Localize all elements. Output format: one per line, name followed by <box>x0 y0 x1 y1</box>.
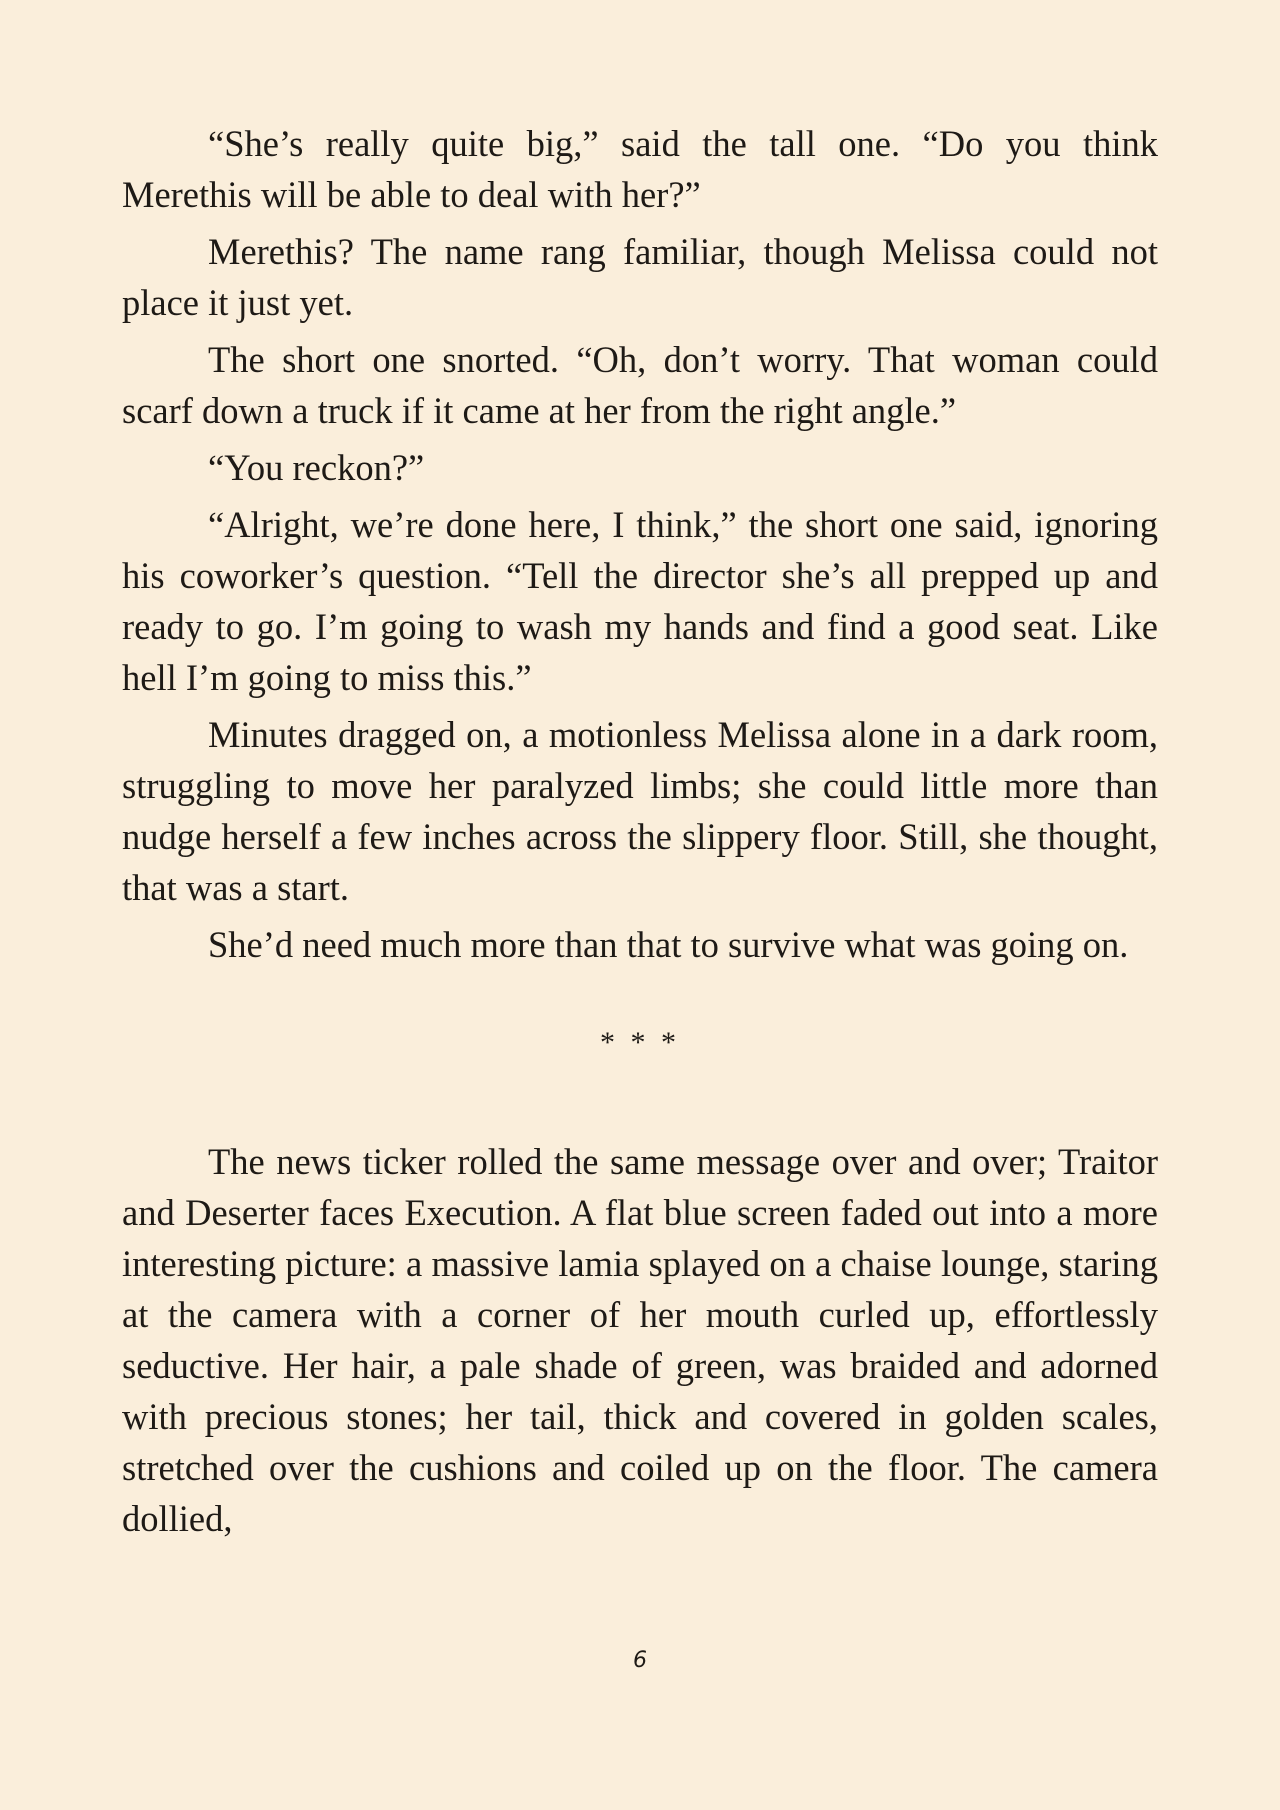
paragraph: Merethis? The name rang familiar, though Melissa could not place it just yet. <box>122 231 1158 323</box>
page-number: 6 <box>633 1648 647 1673</box>
scene-break: * * * <box>600 1026 680 1059</box>
paragraph: She’d need much more than that to survive what was going on. <box>208 924 1129 965</box>
paragraph: “You reckon?” <box>208 447 425 488</box>
paragraph: Minutes dragged on, a motionless Melissa alone in a dark room, struggling to move her paralyzed limbs; she could little more than nudge herself a few inches across the slippery floor. Still, she thought, that was a start. <box>122 714 1158 908</box>
paragraph: The news ticker rolled the same message over and over; Traitor and Deserter faces Execution. A flat blue screen faded out into a more interesting picture: a massive lamia splayed on a chaise lounge, staring at the camera with a corner of her mouth curled up, effortlessly seductive. Her hair, a pale shade of green, was braided and adorned with precious stones; her tail, thick and covered in golden scales, stretched over the cushions and coiled up on the floor. The camera dollied, <box>122 1141 1158 1539</box>
paragraph: “Alright, we’re done here, I think,” the short one said, ignoring his coworker’s question. “Tell the director she’s all prepped up and ready to go. I’m going to wash my hands and find a good seat. Like hell I’m going to miss this.” <box>122 504 1158 698</box>
paragraph: “She’s really quite big,” said the tall one. “Do you think Merethis will be able to deal with her?” <box>122 123 1158 215</box>
page-body <box>122 118 1158 1550</box>
paragraph: The short one snorted. “Oh, don’t worry. That woman could scarf down a truck if it came at her from the right angle.” <box>122 339 1158 431</box>
